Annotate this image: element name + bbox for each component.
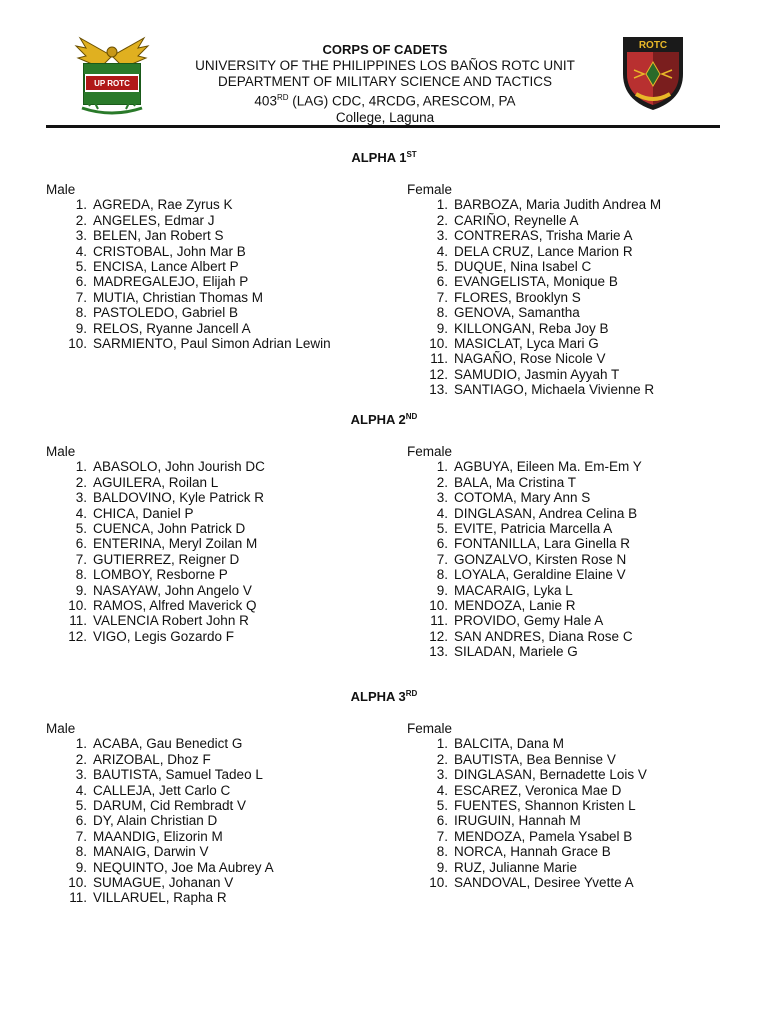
list-item: 1. AGREDA, Rae Zyrus K xyxy=(75,197,233,213)
cadet-name: NAGAÑO, Rose Nicole V xyxy=(454,351,606,367)
list-item: 8. MANAIG, Darwin V xyxy=(75,844,209,860)
cadet-name: RAMOS, Alfred Maverick Q xyxy=(93,598,257,614)
cadet-name: EVANGELISTA, Monique B xyxy=(454,274,618,290)
list-item: 5. DUQUE, Nina Isabel C xyxy=(436,259,592,275)
list-item: 5. DARUM, Cid Rembradt V xyxy=(75,798,247,814)
list-item: 1. BARBOZA, Maria Judith Andrea M xyxy=(436,197,662,213)
cadet-name: MENDOZA, Pamela Ysabel B xyxy=(454,828,633,844)
cadet-name: SARMIENTO, Paul Simon Adrian Lewin xyxy=(93,336,331,352)
list-item: 2. BALA, Ma Cristina T xyxy=(436,474,577,490)
male-heading: Male xyxy=(46,721,76,736)
list-item: 5. FUENTES, Shannon Kristen L xyxy=(436,798,636,814)
list-item: 11. NAGAÑO, Rose Nicole V xyxy=(430,351,606,367)
list-item: 3. BAUTISTA, Samuel Tadeo L xyxy=(75,767,263,783)
cadet-name: MANAIG, Darwin V xyxy=(93,844,209,860)
list-item: 6. IRUGUIN, Hannah M xyxy=(436,813,581,829)
list-item: 7. GONZALVO, Kirsten Rose N xyxy=(436,551,627,567)
list-item: 8. LOYALA, Geraldine Elaine V xyxy=(436,567,626,583)
list-item: 12. SAMUDIO, Jasmin Ayyah T xyxy=(429,366,620,382)
cadet-name: DUQUE, Nina Isabel C xyxy=(454,259,592,275)
cadet-name: FONTANILLA, Lara Ginella R xyxy=(454,536,631,552)
cadet-name: VIGO, Legis Gozardo F xyxy=(93,628,235,644)
list-item: 6. FONTANILLA, Lara Ginella R xyxy=(436,536,631,552)
list-item: 4. CRISTOBAL, John Mar B xyxy=(75,243,246,259)
list-item: 1. ACABA, Gau Benedict G xyxy=(75,736,243,752)
section-title: ALPHA 1ST xyxy=(351,150,417,165)
cadet-name: ENTERINA, Meryl Zoilan M xyxy=(93,536,258,552)
list-item: 11. VALENCIA Robert John R xyxy=(69,613,249,629)
cadet-name: KILLONGAN, Reba Joy B xyxy=(454,320,609,336)
list-item: 9. RELOS, Ryanne Jancell A xyxy=(75,320,251,336)
svg-text:UP ROTC: UP ROTC xyxy=(94,79,130,88)
cadet-name: FUENTES, Shannon Kristen L xyxy=(454,798,636,814)
cadet-name: SANTIAGO, Michaela Vivienne R xyxy=(454,382,655,398)
cadet-name: SAN ANDRES, Diana Rose C xyxy=(454,628,633,644)
cadet-name: PROVIDO, Gemy Hale A xyxy=(454,613,604,629)
cadet-name: RUZ, Julianne Marie xyxy=(454,859,578,875)
svg-text:ROTC: ROTC xyxy=(638,40,668,51)
list-item: 1. AGBUYA, Eileen Ma. Em-Em Y xyxy=(436,459,642,475)
male-column xyxy=(46,182,331,351)
list-item: 3. BALDOVINO, Kyle Patrick R xyxy=(75,490,265,506)
list-item: 1. BALCITA, Dana M xyxy=(436,736,565,752)
list-item: 2. ANGELES, Edmar J xyxy=(75,212,215,228)
cadet-name: AGBUYA, Eileen Ma. Em-Em Y xyxy=(454,459,642,475)
list-item: 13. SANTIAGO, Michaela Vivienne R xyxy=(429,382,655,398)
cadet-name: BAUTISTA, Bea Bennise V xyxy=(454,751,616,767)
section-title: ALPHA 3RD xyxy=(350,689,418,704)
cadet-name: ESCAREZ, Veronica Mae D xyxy=(454,782,622,798)
cadet-name: GUTIERREZ, Reigner D xyxy=(93,551,240,567)
list-item: 3. DINGLASAN, Bernadette Lois V xyxy=(436,767,647,783)
list-item: 8. NORCA, Hannah Grace B xyxy=(436,844,611,860)
university-line: UNIVERSITY OF THE PHILIPPINES LOS BAÑOS ROTC UNIT xyxy=(195,58,575,73)
list-item: 6. EVANGELISTA, Monique B xyxy=(436,274,618,290)
list-item: 10. SANDOVAL, Desiree Yvette A xyxy=(429,875,634,891)
cadet-name: SAMUDIO, Jasmin Ayyah T xyxy=(454,366,620,382)
list-item: 3. COTOMA, Mary Ann S xyxy=(436,490,591,506)
list-item: 9. KILLONGAN, Reba Joy B xyxy=(436,320,609,336)
document-header xyxy=(150,42,620,126)
cadet-name: BARBOZA, Maria Judith Andrea M xyxy=(454,197,662,213)
cadet-name: SILADAN, Mariele G xyxy=(454,644,578,660)
cadet-name: CARIÑO, Reynelle A xyxy=(454,212,579,228)
list-item: 3. BELEN, Jan Robert S xyxy=(75,228,224,244)
cadet-name: RELOS, Ryanne Jancell A xyxy=(93,320,251,336)
cadet-name: LOMBOY, Resborne P xyxy=(93,567,228,583)
list-item: 2. ARIZOBAL, Dhoz F xyxy=(75,751,211,767)
list-item: 9. NASAYAW, John Angelo V xyxy=(75,582,252,598)
cadet-name: SANDOVAL, Desiree Yvette A xyxy=(454,875,634,891)
cadet-name: LOYALA, Geraldine Elaine V xyxy=(454,567,626,583)
cadet-name: ENCISA, Lance Albert P xyxy=(93,259,239,275)
cadet-name: ABASOLO, John Jourish DC xyxy=(93,459,265,475)
cadet-name: MENDOZA, Lanie R xyxy=(454,598,576,614)
cadet-name: DY, Alain Christian D xyxy=(93,813,218,829)
cadet-name: MACARAIG, Lyka L xyxy=(454,582,573,598)
cadet-name: DINGLASAN, Andrea Celina B xyxy=(454,505,638,521)
cadet-name: VILLARUEL, Rapha R xyxy=(93,890,227,906)
female-heading: Female xyxy=(407,721,453,736)
list-item: 9. MACARAIG, Lyka L xyxy=(436,582,573,598)
cadet-name: MAANDIG, Elizorin M xyxy=(93,828,223,844)
cadet-name: AGREDA, Rae Zyrus K xyxy=(93,197,233,213)
list-item: 10. MASICLAT, Lyca Mari G xyxy=(429,336,599,352)
female-column xyxy=(407,721,647,890)
cadet-name: BALCITA, Dana M xyxy=(454,736,565,752)
list-item: 10. MENDOZA, Lanie R xyxy=(429,598,576,614)
header-divider xyxy=(46,125,720,128)
cadet-name: AGUILERA, Roilan L xyxy=(93,474,219,490)
rotc-shield-logo xyxy=(620,34,686,112)
list-item: 10. SUMAGUE, Johanan V xyxy=(68,875,234,891)
female-heading: Female xyxy=(407,444,453,459)
cadet-name: ARIZOBAL, Dhoz F xyxy=(93,751,211,767)
list-item: 4. CHICA, Daniel P xyxy=(75,505,194,521)
list-item: 7. GUTIERREZ, Reigner D xyxy=(75,551,240,567)
list-item: 8. LOMBOY, Resborne P xyxy=(75,567,228,583)
cadet-name: BELEN, Jan Robert S xyxy=(93,228,224,244)
list-item: 6. MADREGALEJO, Elijah P xyxy=(75,274,249,290)
up-rotc-logo xyxy=(72,34,152,116)
list-item: 4. ESCAREZ, Veronica Mae D xyxy=(436,782,622,798)
male-column xyxy=(46,444,265,644)
female-heading: Female xyxy=(407,182,453,197)
list-item: 7. MAANDIG, Elizorin M xyxy=(75,828,223,844)
list-item: 7. MUTIA, Christian Thomas M xyxy=(75,289,264,305)
cadet-name: COTOMA, Mary Ann S xyxy=(454,490,591,506)
unit-line: 403RD (LAG) CDC, 4RCDG, ARESCOM, PA xyxy=(254,93,516,109)
cadet-name: BALDOVINO, Kyle Patrick R xyxy=(93,490,265,506)
list-item: 12. SAN ANDRES, Diana Rose C xyxy=(429,628,633,644)
cadet-name: CUENCA, John Patrick D xyxy=(93,521,246,537)
list-item: 9. NEQUINTO, Joe Ma Aubrey A xyxy=(75,859,274,875)
cadet-name: CONTRERAS, Trisha Marie A xyxy=(454,228,633,244)
list-item: 9. RUZ, Julianne Marie xyxy=(436,859,578,875)
list-item: 2. CARIÑO, Reynelle A xyxy=(436,212,579,228)
cadet-name: DELA CRUZ, Lance Marion R xyxy=(454,243,633,259)
cadet-name: IRUGUIN, Hannah M xyxy=(454,813,581,829)
cadet-name: MADREGALEJO, Elijah P xyxy=(93,274,249,290)
list-item: 2. AGUILERA, Roilan L xyxy=(75,474,219,490)
cadet-name: ACABA, Gau Benedict G xyxy=(93,736,243,752)
list-item: 13. SILADAN, Mariele G xyxy=(429,644,578,660)
female-column xyxy=(407,444,642,660)
cadet-name: FLORES, Brooklyn S xyxy=(454,289,581,305)
cadet-name: CHICA, Daniel P xyxy=(93,505,194,521)
list-item: 12. VIGO, Legis Gozardo F xyxy=(68,628,235,644)
male-heading: Male xyxy=(46,182,76,197)
cadet-name: MASICLAT, Lyca Mari G xyxy=(454,336,599,352)
cadet-name: CALLEJA, Jett Carlo C xyxy=(93,782,231,798)
corps-title: CORPS OF CADETS xyxy=(322,42,448,57)
list-item: 10. SARMIENTO, Paul Simon Adrian Lewin xyxy=(68,336,331,352)
list-item: 10. RAMOS, Alfred Maverick Q xyxy=(68,598,257,614)
list-item: 4. CALLEJA, Jett Carlo C xyxy=(75,782,231,798)
location-line: College, Laguna xyxy=(335,109,435,125)
cadet-name: DINGLASAN, Bernadette Lois V xyxy=(454,767,647,783)
department-line: DEPARTMENT OF MILITARY SCIENCE AND TACTICS xyxy=(217,74,553,89)
cadet-name: NEQUINTO, Joe Ma Aubrey A xyxy=(93,859,274,875)
cadet-name: NORCA, Hannah Grace B xyxy=(454,844,611,860)
list-item: 3. CONTRERAS, Trisha Marie A xyxy=(436,228,633,244)
list-item: 6. DY, Alain Christian D xyxy=(75,813,218,829)
list-item: 8. GENOVA, Samantha xyxy=(436,305,580,321)
male-heading: Male xyxy=(46,444,76,459)
cadet-name: CRISTOBAL, John Mar B xyxy=(93,243,246,259)
cadet-name: GONZALVO, Kirsten Rose N xyxy=(454,551,627,567)
male-column xyxy=(46,721,274,906)
list-item: 4. DELA CRUZ, Lance Marion R xyxy=(436,243,633,259)
list-item: 11. PROVIDO, Gemy Hale A xyxy=(430,613,604,629)
section-title: ALPHA 2ND xyxy=(350,412,418,427)
list-item: 8. PASTOLEDO, Gabriel B xyxy=(75,305,239,321)
cadet-name: VALENCIA Robert John R xyxy=(93,613,249,629)
list-item: 5. CUENCA, John Patrick D xyxy=(75,521,246,537)
list-item: 1. ABASOLO, John Jourish DC xyxy=(75,459,265,475)
cadet-name: NASAYAW, John Angelo V xyxy=(93,582,252,598)
cadet-name: BALA, Ma Cristina T xyxy=(454,474,577,490)
list-item: 6. ENTERINA, Meryl Zoilan M xyxy=(75,536,258,552)
cadet-name: DARUM, Cid Rembradt V xyxy=(93,798,247,814)
cadet-name: MUTIA, Christian Thomas M xyxy=(93,289,264,305)
female-column xyxy=(407,182,661,398)
list-item: 5. ENCISA, Lance Albert P xyxy=(75,259,239,275)
cadet-name: GENOVA, Samantha xyxy=(454,305,580,321)
cadet-name: BAUTISTA, Samuel Tadeo L xyxy=(93,767,263,783)
cadet-name: ANGELES, Edmar J xyxy=(93,212,215,228)
list-item: 11. VILLARUEL, Rapha R xyxy=(69,890,227,906)
list-item: 4. DINGLASAN, Andrea Celina B xyxy=(436,505,638,521)
cadet-name: SUMAGUE, Johanan V xyxy=(93,875,234,891)
cadet-name: PASTOLEDO, Gabriel B xyxy=(93,305,239,321)
list-item: 2. BAUTISTA, Bea Bennise V xyxy=(436,751,616,767)
list-item: 7. FLORES, Brooklyn S xyxy=(436,289,581,305)
cadet-name: EVITE, Patricia Marcella A xyxy=(454,521,613,537)
list-item: 5. EVITE, Patricia Marcella A xyxy=(436,521,613,537)
list-item: 7. MENDOZA, Pamela Ysabel B xyxy=(436,828,633,844)
